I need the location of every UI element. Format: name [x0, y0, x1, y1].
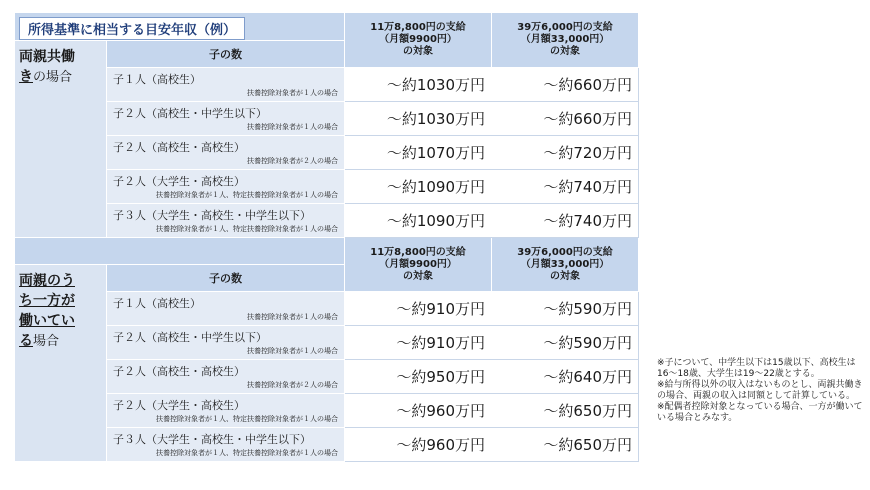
group-label: 両親共働 きの場合 — [19, 49, 75, 85]
value-cell: ～約1090万円 — [345, 170, 492, 204]
value-cell: ～約910万円 — [345, 326, 492, 360]
amount-header-1: 11万8,800円の支給 （月額9900円） の対象 — [345, 238, 492, 292]
footnote: ※給与所得以外の収入はないものとし、両親共働きの場合、両親の収入は同額として計算している。 — [657, 380, 863, 401]
value-cell: ～約740万円 — [492, 170, 639, 204]
section-divider — [15, 238, 345, 265]
category-cell: 子１人（高校生） 扶養控除対象者が１人の場合 — [107, 68, 345, 102]
category-cell: 子３人（大学生・高校生・中学生以下） 扶養控除対象者が１人、特定扶養控除対象者が１人の場合 — [107, 204, 345, 238]
value-cell: ～約740万円 — [492, 204, 639, 238]
value-cell: ～約960万円 — [345, 428, 492, 462]
category-cell: 子２人（高校生・高校生） 扶養控除対象者が２人の場合 — [107, 360, 345, 394]
group-label-cell — [15, 41, 107, 238]
income-table — [14, 12, 639, 462]
amount-header-2: 39万6,000円の支給 （月額33,000円） の対象 — [492, 238, 639, 292]
value-cell: ～約650万円 — [492, 428, 639, 462]
value-cell: ～約1070万円 — [345, 136, 492, 170]
value-cell: ～約590万円 — [492, 326, 639, 360]
footnotes — [657, 358, 867, 424]
value-cell: ～約960万円 — [345, 394, 492, 428]
table-title: 所得基準に相当する目安年収（例） — [19, 17, 245, 40]
category-cell: 子３人（大学生・高校生・中学生以下） 扶養控除対象者が１人、特定扶養控除対象者が１人の場合 — [107, 428, 345, 462]
value-cell: ～約660万円 — [492, 102, 639, 136]
category-cell: 子１人（高校生） 扶養控除対象者が１人の場合 — [107, 292, 345, 326]
footnote: ※配偶者控除対象となっている場合、一方が働いている場合とみなす。 — [657, 402, 863, 423]
value-cell: ～約910万円 — [345, 292, 492, 326]
footnote: ※子について、中学生以下は15歳以下、高校生は16～18歳、大学生は19～22歳とする。 — [657, 358, 856, 379]
group-label-cell — [15, 265, 107, 462]
value-cell: ～約1030万円 — [345, 102, 492, 136]
category-cell: 子２人（高校生・高校生） 扶養控除対象者が２人の場合 — [107, 136, 345, 170]
value-cell: ～約660万円 — [492, 68, 639, 102]
value-cell: ～約1090万円 — [345, 204, 492, 238]
category-cell: 子２人（大学生・高校生） 扶養控除対象者が１人、特定扶養控除対象者が１人の場合 — [107, 394, 345, 428]
value-cell: ～約650万円 — [492, 394, 639, 428]
value-cell: ～約590万円 — [492, 292, 639, 326]
amount-header-1: 11万8,800円の支給 （月額9900円） の対象 — [345, 13, 492, 68]
value-cell: ～約950万円 — [345, 360, 492, 394]
category-cell: 子２人（高校生・中学生以下） 扶養控除対象者が１人の場合 — [107, 102, 345, 136]
children-header: 子の数 — [107, 265, 345, 292]
category-cell: 子２人（高校生・中学生以下） 扶養控除対象者が１人の場合 — [107, 326, 345, 360]
table-title-cell — [15, 13, 345, 41]
group-label: 両親のう ち一方が 働いてい る場合 — [19, 273, 75, 349]
value-cell: ～約1030万円 — [345, 68, 492, 102]
value-cell: ～約720万円 — [492, 136, 639, 170]
children-header: 子の数 — [107, 41, 345, 68]
category-cell: 子２人（大学生・高校生） 扶養控除対象者が１人、特定扶養控除対象者が１人の場合 — [107, 170, 345, 204]
amount-header-2: 39万6,000円の支給 （月額33,000円） の対象 — [492, 13, 639, 68]
value-cell: ～約640万円 — [492, 360, 639, 394]
